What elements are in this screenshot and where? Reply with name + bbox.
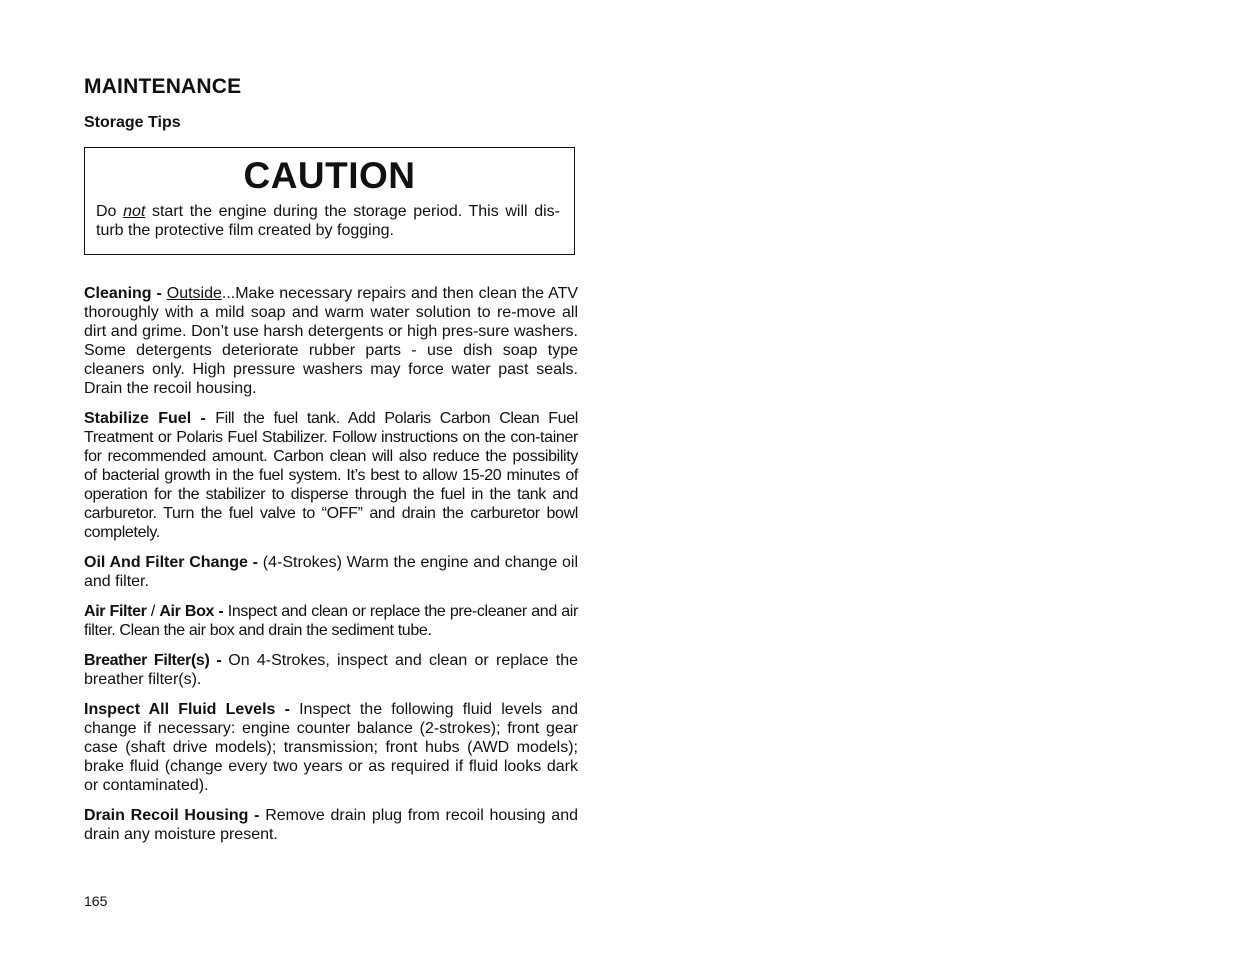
paragraph-fluid-levels <box>84 700 578 795</box>
paragraph-stabilize-fuel <box>84 409 578 542</box>
paragraph-lead-air-box: Air Box - <box>159 603 228 620</box>
paragraph-drain-recoil <box>84 806 578 844</box>
paragraph-cleaning <box>84 284 578 398</box>
paragraph-text: Inspect the following fluid levels and change if necessary: engine counter balance (2-strokes); front gear case (shaft drive models); transmission; front hubs (AWD models); brake fluid (change every two years or as required if fluid looks dark or contaminated). <box>84 701 579 794</box>
caution-text-post: start the engine during the storage period. This will dis-turb the protective film created by fogging. <box>96 203 560 239</box>
paragraph-text: On 4-Strokes, inspect and clean or replace the breather filter(s). <box>84 652 578 688</box>
caution-heading: CAUTION <box>243 155 416 196</box>
caution-text-pre: Do <box>96 203 124 220</box>
page-title: MAINTENANCE <box>84 75 242 98</box>
section-title: Storage Tips <box>84 114 181 131</box>
caution-text <box>96 202 560 240</box>
paragraph-separator: / <box>146 603 160 620</box>
paragraph-air-filter <box>84 602 578 640</box>
caution-text-emphasis: not <box>123 203 146 220</box>
paragraph-emphasis: Outside <box>166 285 222 302</box>
page-number: 165 <box>84 893 108 909</box>
body-text <box>84 284 578 855</box>
paragraph-oil-filter <box>84 553 578 591</box>
caution-box <box>84 147 575 255</box>
paragraph-text: Remove drain plug from recoil housing and drain any moisture present. <box>84 807 578 843</box>
paragraph-lead: Inspect All Fluid Levels - <box>84 701 300 718</box>
paragraph-lead-air-filter: Air Filter <box>84 603 147 620</box>
paragraph-text: (4-Strokes) Warm the engine and change oil and filter. <box>84 554 579 590</box>
paragraph-lead: Breather Filter(s) - <box>84 652 229 669</box>
paragraph-text: Inspect and clean or replace the pre-cleaner and air filter. Clean the air box and drain the sediment tube. <box>84 603 578 639</box>
paragraph-lead: Oil And Filter Change - <box>84 554 263 571</box>
paragraph-lead: Cleaning - <box>84 285 167 302</box>
paragraph-lead: Stabilize Fuel - <box>84 410 216 427</box>
paragraph-text: Fill the fuel tank. Add Polaris Carbon Clean Fuel Treatment or Polaris Fuel Stabilizer. Follow instructions on the con-tainer for recommended amount. Carbon clean will also reduce the possibility of bacterial growth in the fuel system. It’s best to allow 15-20 minutes of operation for the stabilizer to disperse through the fuel in the tank and carburetor. Turn the fuel valve to “OFF” and drain the carburetor bowl completely. <box>84 410 578 541</box>
paragraph-breather-filter <box>84 651 578 689</box>
paragraph-lead: Drain Recoil Housing - <box>84 807 266 824</box>
paragraph-text: ...Make necessary repairs and then clean the ATV thoroughly with a mild soap and warm water solution to re-move all dirt and grime. Don’t use harsh detergents or high pres-sure washers. Some detergents deteriorate rubber parts - use dish soap type cleaners only. High pressure washers may force water past seals. Drain the recoil housing. <box>84 285 579 397</box>
